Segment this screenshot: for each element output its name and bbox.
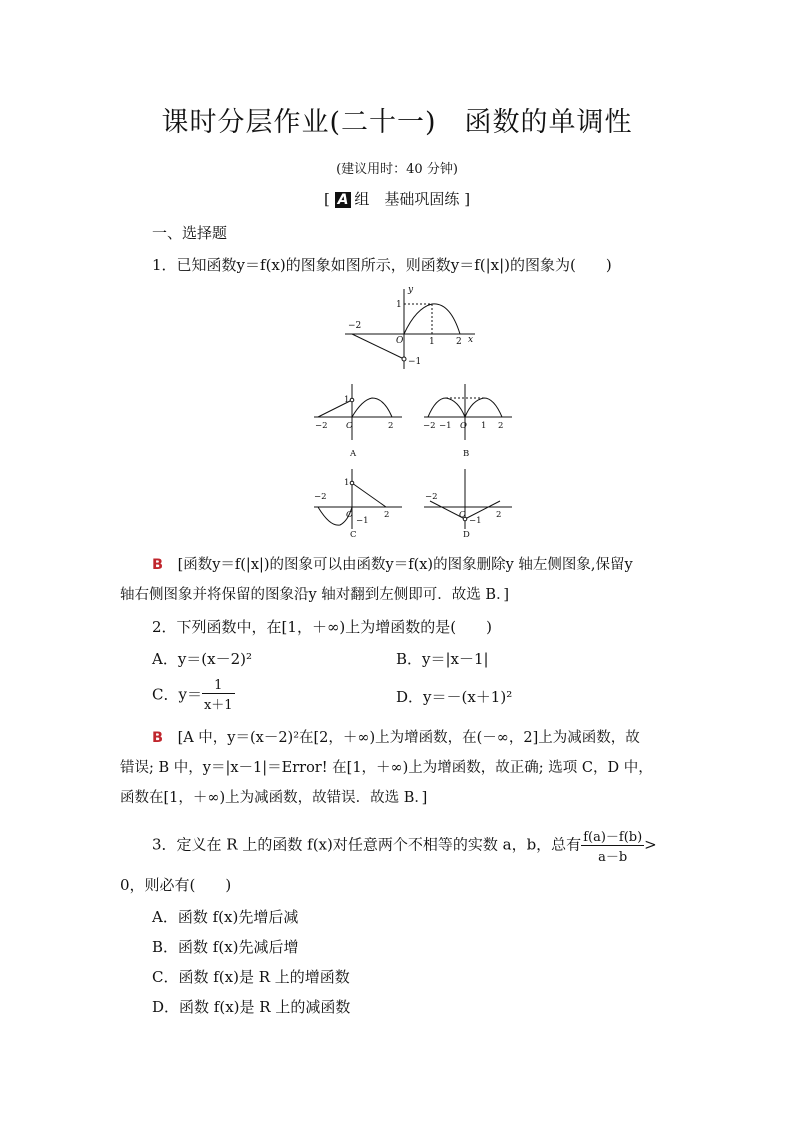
c-tick-2: 2 xyxy=(384,510,390,520)
d-tick-neg2: −2 xyxy=(425,492,438,502)
a-tick-y1: 1 xyxy=(344,395,350,405)
q3-option-a: A．函数 f(x)先增后减 xyxy=(152,908,299,926)
suggested-time: (建议用时：40 分钟) xyxy=(336,162,458,177)
b-tick-1: 1 xyxy=(481,421,487,431)
q3-stem xyxy=(152,826,657,865)
q2-answer-line2: 错误; B 中，y＝|x－1|＝Error! 在[1，＋∞)上为增函数，故正确; 选项 C，D 中， xyxy=(120,760,653,776)
bracket-left: [ xyxy=(323,190,335,208)
q2-option-b: B．y＝|x－1| xyxy=(396,650,489,668)
a-origin: O xyxy=(346,421,353,431)
q1-answer-letter: B xyxy=(152,557,164,573)
origin-label: O xyxy=(396,336,404,346)
q2-option-c xyxy=(152,678,235,713)
c-tick-yneg1: −1 xyxy=(356,516,369,526)
d-label: D xyxy=(463,530,470,540)
frac-denominator: a－b xyxy=(598,850,628,865)
group-letter-badge: A xyxy=(335,192,352,208)
q1-main-graph xyxy=(340,284,480,374)
d-tick-yneg1: −1 xyxy=(469,516,482,526)
q1-stem: 1．已知函数y＝f(x)的图象如图所示，则函数y＝f(|x|)的图象为( ) xyxy=(152,256,612,274)
a-label: A xyxy=(350,449,357,459)
q1-option-d-graph xyxy=(420,465,515,545)
b-tick-neg2: −2 xyxy=(423,421,436,431)
q3-stem-line2: 0，则必有( ) xyxy=(120,876,232,894)
q3-option-b: B．函数 f(x)先减后增 xyxy=(152,938,299,956)
q3-fraction xyxy=(581,826,644,865)
q2-option-c-fraction xyxy=(202,678,235,713)
q1-answer-line1: [函数y＝f(|x|)的图象可以由函数y＝f(x)的图象删除y 轴左侧图象,保留y xyxy=(177,557,633,573)
c-label: C xyxy=(350,530,357,540)
q2-option-a: A．y＝(x－2)² xyxy=(152,650,253,668)
b-label: B xyxy=(463,449,470,459)
bracket-right: ] xyxy=(459,190,471,208)
c-tick-neg2: −2 xyxy=(314,492,327,502)
q1-answer-line2: 轴右侧图象并将保留的图象沿y 轴对翻到左侧即可．故选 B．] xyxy=(120,587,509,603)
frac-denominator: x＋1 xyxy=(203,698,233,713)
q2-answer-letter: B xyxy=(152,730,164,746)
tick-1: 1 xyxy=(429,337,435,347)
group-text: 组 基础巩固练 xyxy=(354,190,460,208)
a-tick-2: 2 xyxy=(388,421,394,431)
d-tick-2: 2 xyxy=(496,510,502,520)
q2-answer xyxy=(120,723,680,813)
frac-numerator: f(a)－f(b) xyxy=(581,826,644,846)
q3-stem-suffix: > xyxy=(644,835,657,854)
q2-option-d: D．y＝－(x＋1)² xyxy=(396,688,513,706)
c-origin: O xyxy=(346,510,353,520)
q1-option-c-graph xyxy=(310,465,405,545)
a-tick-neg2: −2 xyxy=(315,421,328,431)
open-point xyxy=(402,357,406,361)
b-tick-neg1: −1 xyxy=(439,421,452,431)
y-label: y xyxy=(408,285,414,295)
tick-neg2: −2 xyxy=(348,321,362,331)
q2-answer-line1: [A 中，y＝(x－2)²在[2，＋∞)上为增函数，在(－∞，2]上为减函数，故 xyxy=(177,730,640,746)
tick-y1: 1 xyxy=(396,300,402,310)
b-tick-2: 2 xyxy=(498,421,504,431)
q3-option-c: C．函数 f(x)是 R 上的增函数 xyxy=(152,968,350,986)
page-title: 课时分层作业(二十一) 函数的单调性 xyxy=(161,107,633,138)
q2-stem: 2．下列函数中，在[1，＋∞)上为增函数的是( ) xyxy=(152,618,492,636)
q1-option-a-graph xyxy=(310,380,405,460)
q3-stem-prefix: 3．定义在 R 上的函数 f(x)对任意两个不相等的实数 a，b，总有 xyxy=(152,835,582,854)
q2-option-c-prefix: C．y＝ xyxy=(152,685,202,704)
frac-numerator: 1 xyxy=(202,678,235,694)
d-origin: O xyxy=(459,510,466,520)
tick-yneg1: −1 xyxy=(408,357,422,367)
c-tick-y1: 1 xyxy=(344,478,350,488)
tick-2: 2 xyxy=(456,337,462,347)
q1-answer xyxy=(120,550,680,610)
q2-answer-line3: 函数在[1，＋∞)上为减函数，故错误．故选 B．] xyxy=(120,790,428,806)
x-label: x xyxy=(468,335,474,345)
section-heading: 一、选择题 xyxy=(152,224,228,242)
group-heading xyxy=(0,188,794,209)
b-origin: O xyxy=(460,421,467,431)
q1-option-b-graph xyxy=(420,380,515,460)
q3-option-d: D．函数 f(x)是 R 上的减函数 xyxy=(152,998,351,1016)
